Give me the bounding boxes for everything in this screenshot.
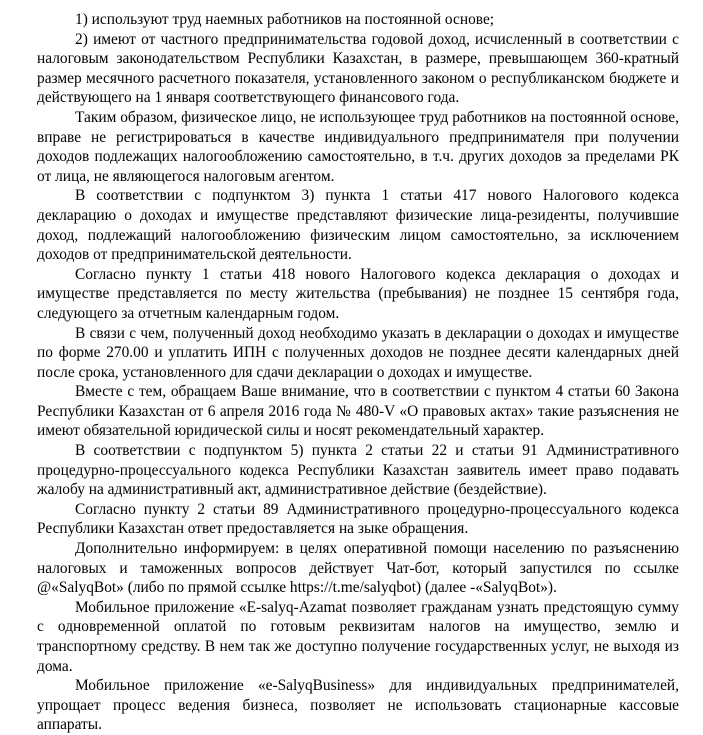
paragraph-esalyq-azamat: Мобильное приложение «E-salyq-Azamat позволяет гражданам узнать предстоящую сумму с одновременной оплатой по готовым реквизитам налогов на имущество, землю и транспортному средству. В нем так же доступно получение государственных услуг, не выходя из дома.	[37, 598, 679, 675]
paragraph-item-2: 2) имеют от частного предпринимательства годовой доход, исчисленный в соответствии с налоговым законодательством Республики Казахстан, в размере, превышающем 360-кратный размер месячного расчетного показателя, установленного законом о республиканском бюджете и действующего на 1 января соответствующего финансового года.	[37, 30, 679, 107]
paragraph-article-417: В соответствии с подпунктом 3) пункта 1 статьи 417 нового Налогового кодекса декларацию о доходах и имуществе представляют физические лица-резиденты, получившие доход, подлежащий налогообложению физическим лицом самостоятельно, за исключением доходов от предпринимательской деятельности.	[37, 187, 679, 264]
paragraph-article-418: Согласно пункту 1 статьи 418 нового Налогового кодекса декларация о доходах и имуществе представляется по месту жительства (пребывания) не позднее 15 сентября года, следующего за отчетным календарным годом.	[37, 265, 679, 322]
paragraph-conclusion: Таким образом, физическое лицо, не использующее труд работников на постоянной основе, вправе не регистрироваться в качестве индивидуального предпринимателя при получении доходов подлежащих налогообложению самостоятельно, в т.ч. других доходов за пределами РК от лица, не являющегося налоговым агентом.	[37, 108, 679, 185]
paragraph-legal-acts: Вместе с тем, обращаем Ваше внимание, что в соответствии с пунктом 4 статьи 60 Закона Республики Казахстан от 6 апреля 2016 года № 480-V «О правовых актах» такие разъяснения не имеют обязательной юридической силы и носят рекомендательный характер.	[37, 383, 679, 440]
document-body	[37, 10, 679, 735]
paragraph-item-1: 1) используют труд наемных работников на постоянной основе;	[75, 11, 495, 28]
paragraph-complaint-right: В соответствии с подпунктом 5) пункта 2 статьи 22 и статьи 91 Административного процедурно-процессуального кодекса Республики Казахстан заявитель имеет право подавать жалобу на административный акт, административное действие (бездействие).	[37, 442, 679, 499]
paragraph-response-language: Согласно пункту 2 статьи 89 Административного процедурно-процессуального кодекса Республики Казахстан ответ предоставляется на зыке обращения.	[37, 500, 679, 538]
paragraph-form-270: В связи с чем, полученный доход необходимо указать в декларации о доходах и имуществе по форме 270.00 и уплатить ИПН с полученных доходов не позднее десяти календарных дней после срока, установленного для сдачи декларации о доходах и имуществе.	[37, 324, 679, 381]
paragraph-chatbot: Дополнительно информируем: в целях оперативной помощи населению по разъяснению налоговых и таможенных вопросов действует Чат-бот, который запустился по ссылке @«SalyqBot» (либо по прямой ссылке https://t.me/salyqbot) (далее -«SalyqBot»).	[37, 540, 679, 597]
paragraph-esalyq-business: Мобильное приложение «e-SalyqBusiness» для индивидуальных предпринимателей, упрощает процесс ведения бизнеса, позволяет не использовать стационарные кассовые аппараты.	[37, 677, 679, 734]
